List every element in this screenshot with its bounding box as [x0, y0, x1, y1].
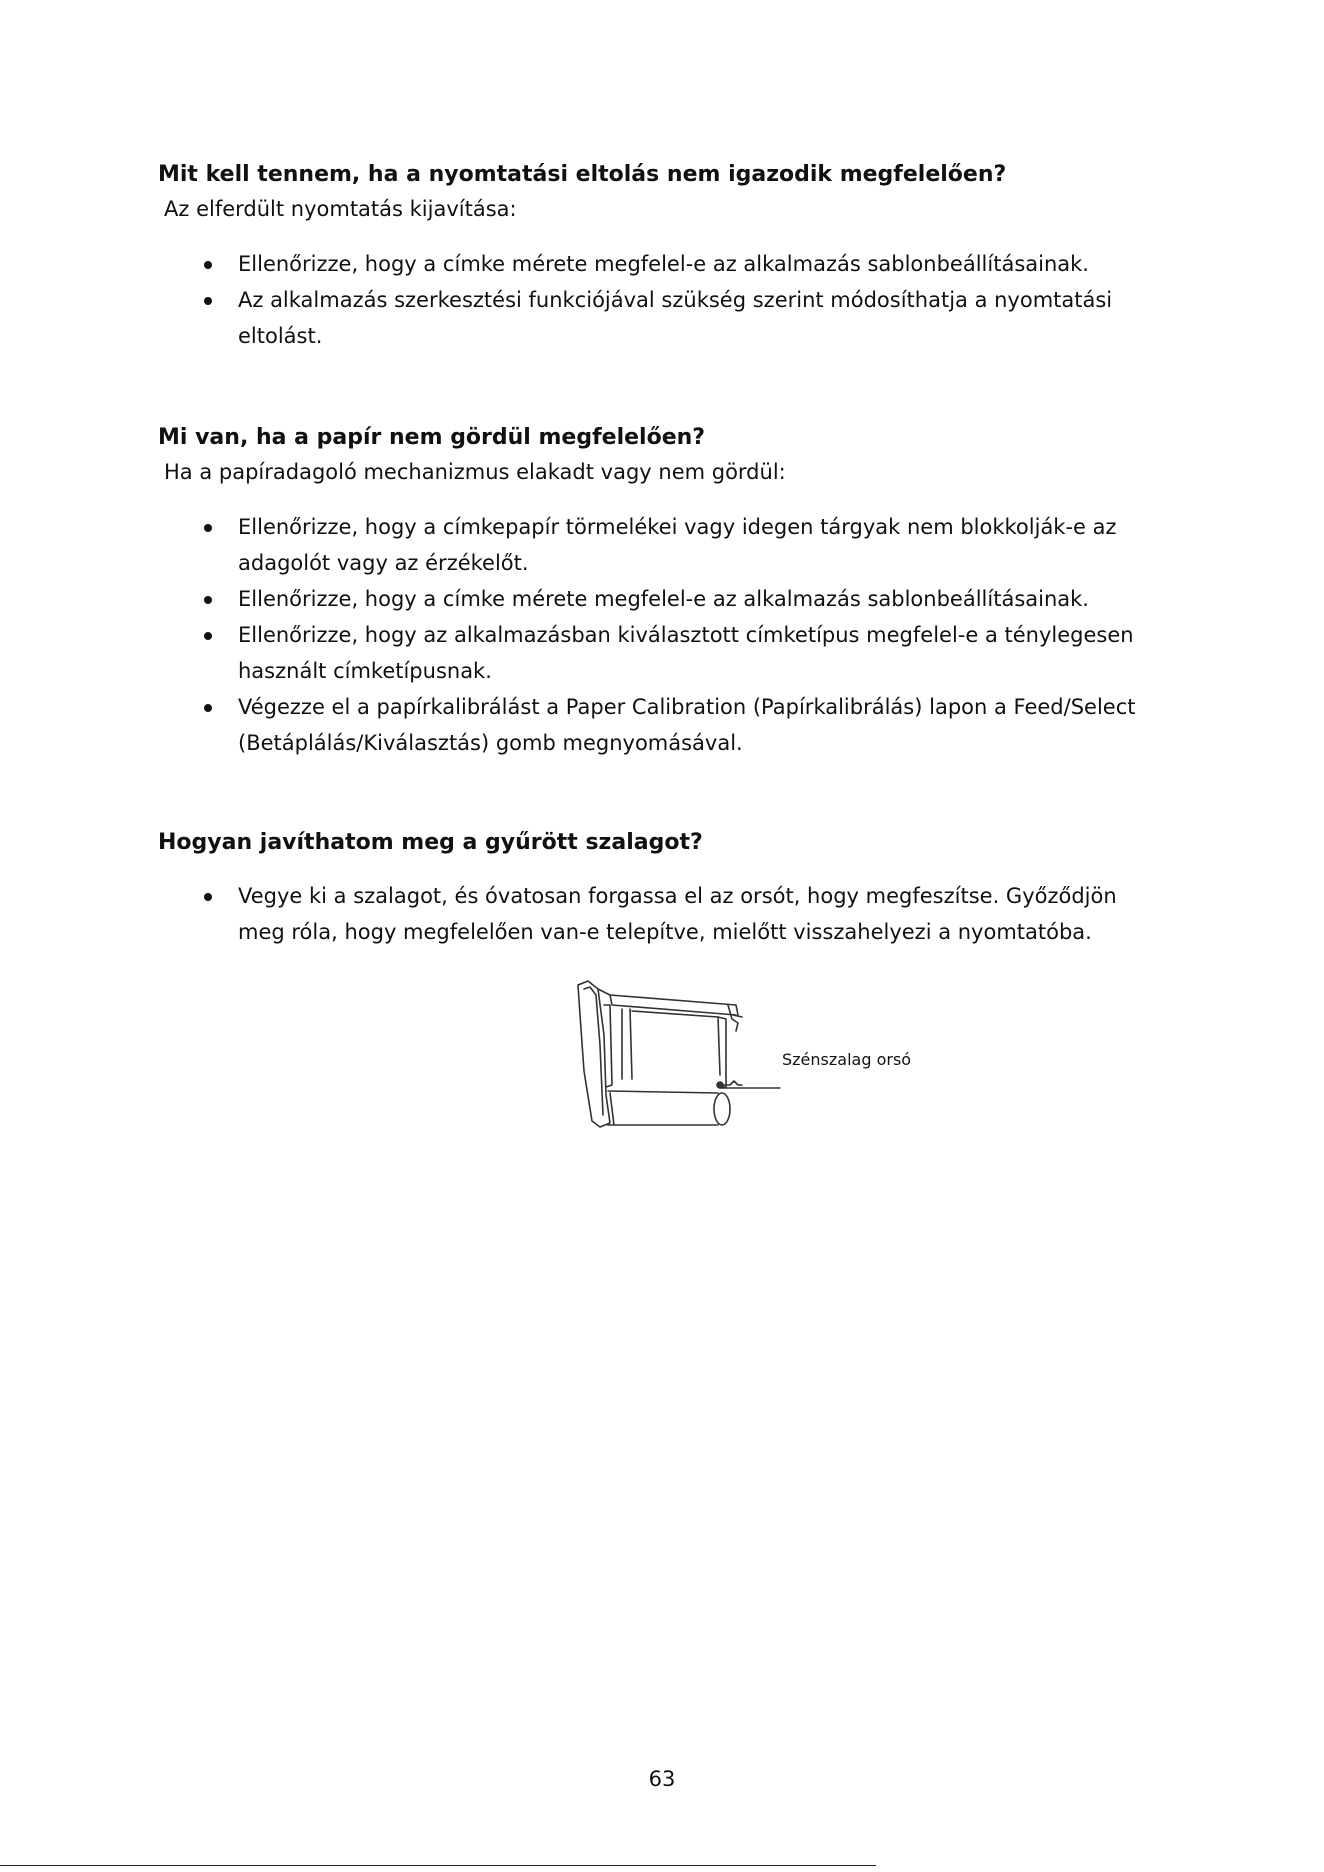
bullet-icon [204, 596, 212, 604]
list-item [158, 509, 1168, 581]
bullet-icon [204, 893, 212, 901]
list-item [158, 878, 1168, 950]
list-item-text: Ellenőrizze, hogy a címkepapír törmelékei vagy idegen tárgyak nem blokkolják-e az adagolót vagy az érzékelőt. [238, 515, 1117, 575]
bullet-list [158, 878, 1168, 950]
section-heading: Mi van, ha a papír nem gördül megfelelően? [158, 425, 706, 450]
section-wrinkled-ribbon [158, 826, 1168, 950]
bullet-icon [204, 261, 212, 269]
bullet-icon [204, 297, 212, 305]
section-print-offset [158, 158, 1168, 354]
bullet-list [158, 246, 1168, 354]
list-item [158, 246, 1168, 282]
bullet-icon [204, 524, 212, 532]
figure-callout-label: Szénszalag orsó [782, 1050, 912, 1069]
list-item [158, 282, 1168, 354]
section-intro: Az elferdült nyomtatás kijavítása: [164, 197, 517, 221]
bullet-icon [204, 704, 212, 712]
footer-divider [0, 1865, 876, 1866]
bullet-list [158, 509, 1168, 761]
list-item [158, 581, 1168, 617]
section-paper-feed [158, 421, 1168, 761]
list-item-text: Végezze el a papírkalibrálást a Paper Calibration (Papírkalibrálás) lapon a Feed/Select (Betáplálás/Kiválasztás) gomb megnyomásával. [238, 695, 1136, 755]
section-heading: Mit kell tennem, ha a nyomtatási eltolás nem igazodik megfelelően? [158, 162, 1007, 187]
list-item-text: Ellenőrizze, hogy a címke mérete megfelel-e az alkalmazás sablonbeállításainak. [238, 252, 1089, 276]
page-number: 63 [648, 1767, 676, 1791]
list-item-text: Az alkalmazás szerkesztési funkciójával szükség szerint módosíthatja a nyomtatási eltolást. [238, 288, 1113, 348]
list-item [158, 617, 1168, 689]
section-heading: Hogyan javíthatom meg a gyűrött szalagot? [158, 830, 703, 855]
list-item-text: Ellenőrizze, hogy a címke mérete megfelel-e az alkalmazás sablonbeállításainak. [238, 587, 1089, 611]
list-item [158, 689, 1168, 761]
bullet-icon [204, 632, 212, 640]
section-intro: Ha a papíradagoló mechanizmus elakadt vagy nem gördül: [164, 460, 786, 484]
list-item-text: Ellenőrizze, hogy az alkalmazásban kiválasztott címketípus megfelel-e a ténylegesen használt címketípusnak. [238, 623, 1134, 683]
list-item-text: Vegye ki a szalagot, és óvatosan forgassa el az orsót, hogy megfeszítse. Győződjön meg róla, hogy megfelelően van-e telepítve, mielőtt visszahelyezi a nyomtatóba. [238, 884, 1117, 944]
